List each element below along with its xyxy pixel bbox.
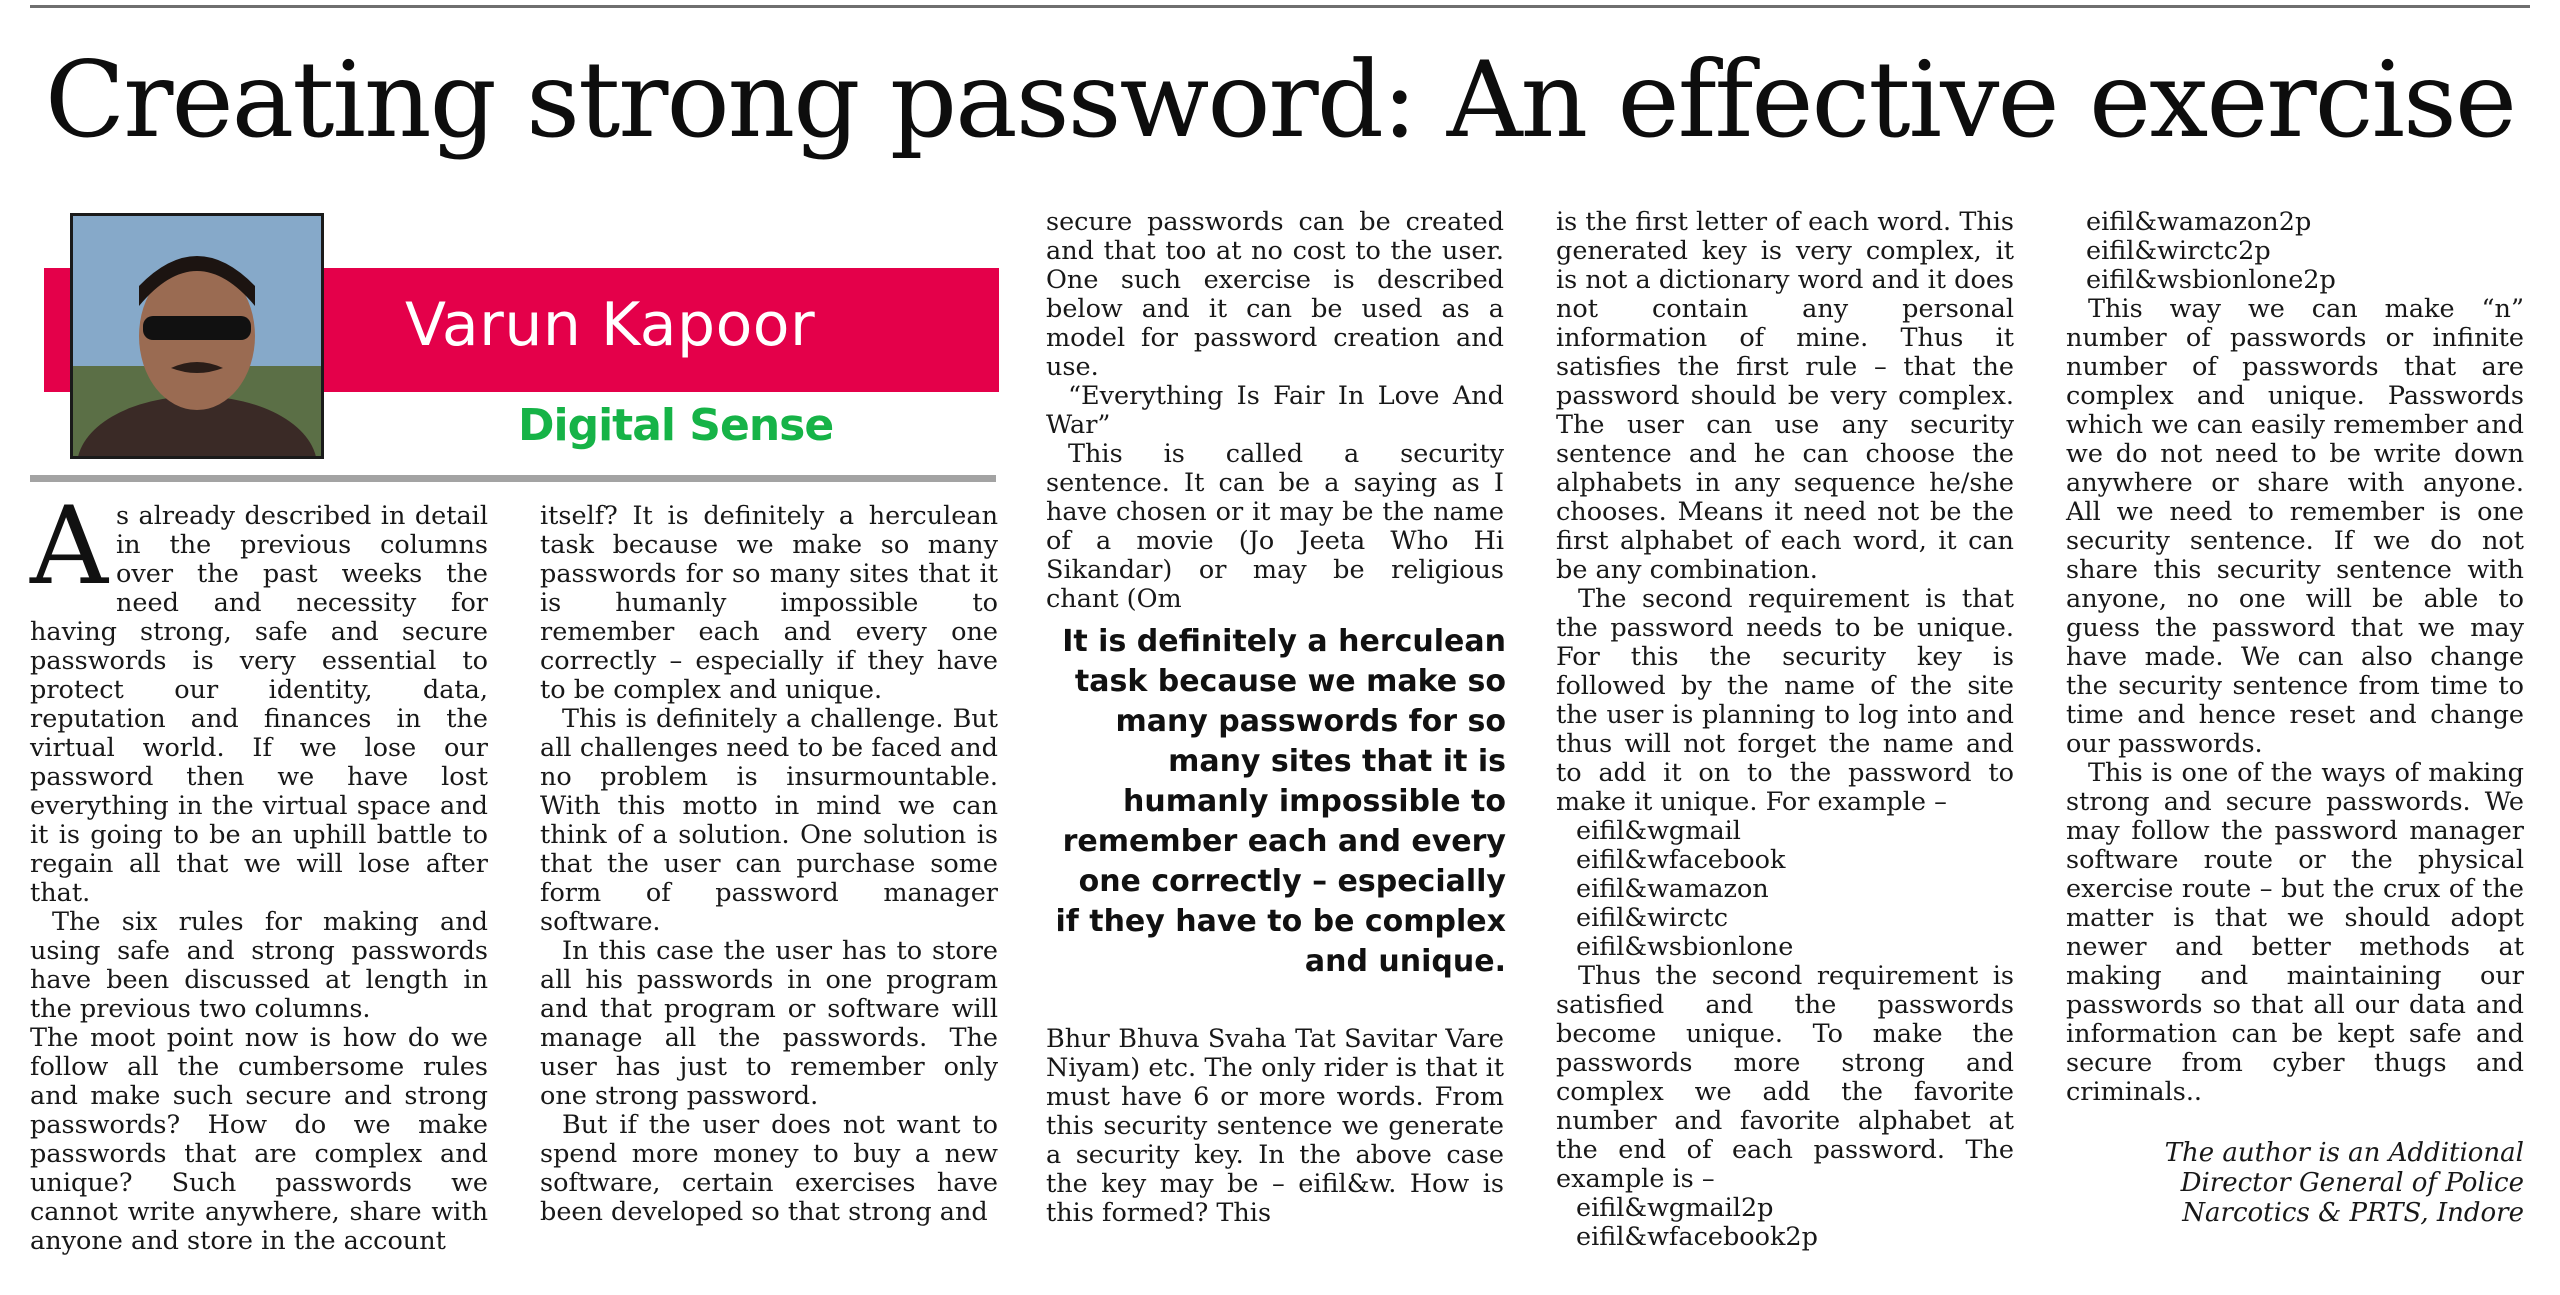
password-example: eifil&wamazon — [1576, 874, 1769, 904]
article-column-4 — [1556, 208, 2014, 1252]
article-column-2 — [540, 502, 998, 1227]
paragraph: Thus the second requirement is satisfied and the passwords become unique. To make the passwords more strong and complex we add the favorite number and favorite alphabet at the end of each password. The example is – — [1556, 961, 2014, 1194]
author-name: Varun Kapoor — [405, 290, 816, 360]
paragraph: In this case the user has to store all his passwords in one program and that program or software will manage all the passwords. The user has just to remember only one strong password. — [540, 936, 998, 1111]
article-column-1 — [30, 484, 488, 1256]
paragraph: But if the user does not want to spend more money to buy a new software, certain exercises have been developed so that strong and — [540, 1110, 998, 1227]
password-example: eifil&wsbionlone — [1576, 932, 1794, 962]
column-label: Digital Sense — [518, 400, 834, 451]
password-example: eifil&wgmail2p — [1576, 1193, 1774, 1223]
paragraph: “Everything Is Fair In Love And War” — [1046, 381, 1504, 440]
paragraph: is the first letter of each word. This generated key is very complex, it is not a dictionary word and it does not contain any personal information of mine. Thus it satisfies the first rule – that the password should be very complex. The user can use any security sentence and he can choose the alphabets in any sequence he/she chooses. Means it need not be the first alphabet of each word, it can be any combination. — [1556, 207, 2014, 585]
paragraph: secure passwords can be created and that too at no cost to the user. One such exercise is described below and it can be used as a model for password creation and use. — [1046, 207, 1504, 382]
paragraph: The second requirement is that the password needs to be unique. For this the security key is followed by the name of the site the user is planning to log into and thus will not forget the name and to add it on to the password to make it unique. For example – — [1556, 584, 2014, 817]
password-example: eifil&wfacebook2p — [1576, 1222, 1818, 1252]
paragraph: This is called a security sentence. It can be a saying as I have chosen or it may be the name of a movie (Jo Jeeta Who Hi Sikandar) or may be religious chant (Om — [1046, 439, 1504, 614]
password-example: eifil&wamazon2p — [2086, 207, 2312, 237]
author-note-line: The author is an Additional — [2164, 1138, 2524, 1168]
dropcap: A — [30, 484, 108, 609]
paragraph: This is one of the ways of making strong and secure passwords. We may follow the password manager software route or the physical exercise route – but the crux of the matter is that we should adopt newer and better methods at making and maintaining our passwords so that all our data and information can be kept safe and secure from cyber thugs and criminals.. — [2066, 758, 2524, 1107]
headline: Creating strong password: An effective exercise — [44, 39, 2516, 161]
author-note-line: Director General of Police — [2180, 1168, 2524, 1198]
paragraph: This way we can make “n” number of passwords or infinite number of passwords that are complex and unique. Passwords which we can easily remember and we do not need to be write down anywhere or share with anyone. All we need to remember is one security sentence. If we do not share this security sentence with anyone, no one will be able to guess the password that we may have made. We can also change the security sentence from time to time and hence reset and change our passwords. — [2066, 294, 2524, 759]
section-rule — [30, 475, 996, 482]
author-note — [2066, 1138, 2524, 1228]
pull-quote: It is definitely a herculean task because we make so many passwords for so many sites that it is humanly impossible to remember each and every one correctly – especially if they have to be complex and unique. — [1055, 624, 1506, 979]
paragraph: Bhur Bhuva Svaha Tat Savitar Vare Niyam) etc. The only rider is that it must have 6 or more words. From this security sentence we generate a security key. In the above case the key may be – eifil&w. How is this formed? This — [1046, 1024, 1504, 1228]
article-column-5 — [2066, 208, 2524, 1107]
paragraph: This is definitely a challenge. But all challenges need to be faced and no problem is insurmountable. With this motto in mind we can think of a solution. One solution is that the user can purchase some form of password manager software. — [540, 704, 998, 937]
password-example: eifil&wirctc2p — [2086, 236, 2271, 266]
top-rule — [30, 5, 2530, 8]
password-example: eifil&wfacebook — [1576, 845, 1786, 875]
author-note-line: Narcotics & PRTS, Indore — [2182, 1198, 2524, 1228]
password-example: eifil&wsbionlone2p — [2086, 265, 2336, 295]
article-column-3-bottom — [1046, 1025, 1504, 1228]
paragraph: itself? It is definitely a herculean task because we make so many passwords for so many sites that it is humanly impossible to remember each and every one correctly – especially if they have to be complex and unique. — [540, 501, 998, 705]
password-example: eifil&wgmail — [1576, 816, 1741, 846]
paragraph: As already described in detail in the previous columns over the past weeks the need and necessity for having strong, safe and secure passwords is very essential to protect our identity, data, reputation and finances in the virtual world. If we lose our password then we have lost everything in the virtual space and it is going to be an uphill battle to regain all that we will lose after that. — [30, 484, 488, 908]
author-photo — [70, 213, 324, 459]
article-column-3-top — [1046, 208, 1504, 614]
password-example: eifil&wirctc — [1576, 903, 1729, 933]
paragraph: The moot point now is how do we follow all the cumbersome rules and make such secure and strong passwords? How do we make passwords that are complex and unique? Such passwords we cannot write anywhere, share with anyone and store in the account — [30, 1023, 488, 1256]
paragraph: The six rules for making and using safe and strong passwords have been discussed at length in the previous two columns. — [30, 907, 488, 1024]
